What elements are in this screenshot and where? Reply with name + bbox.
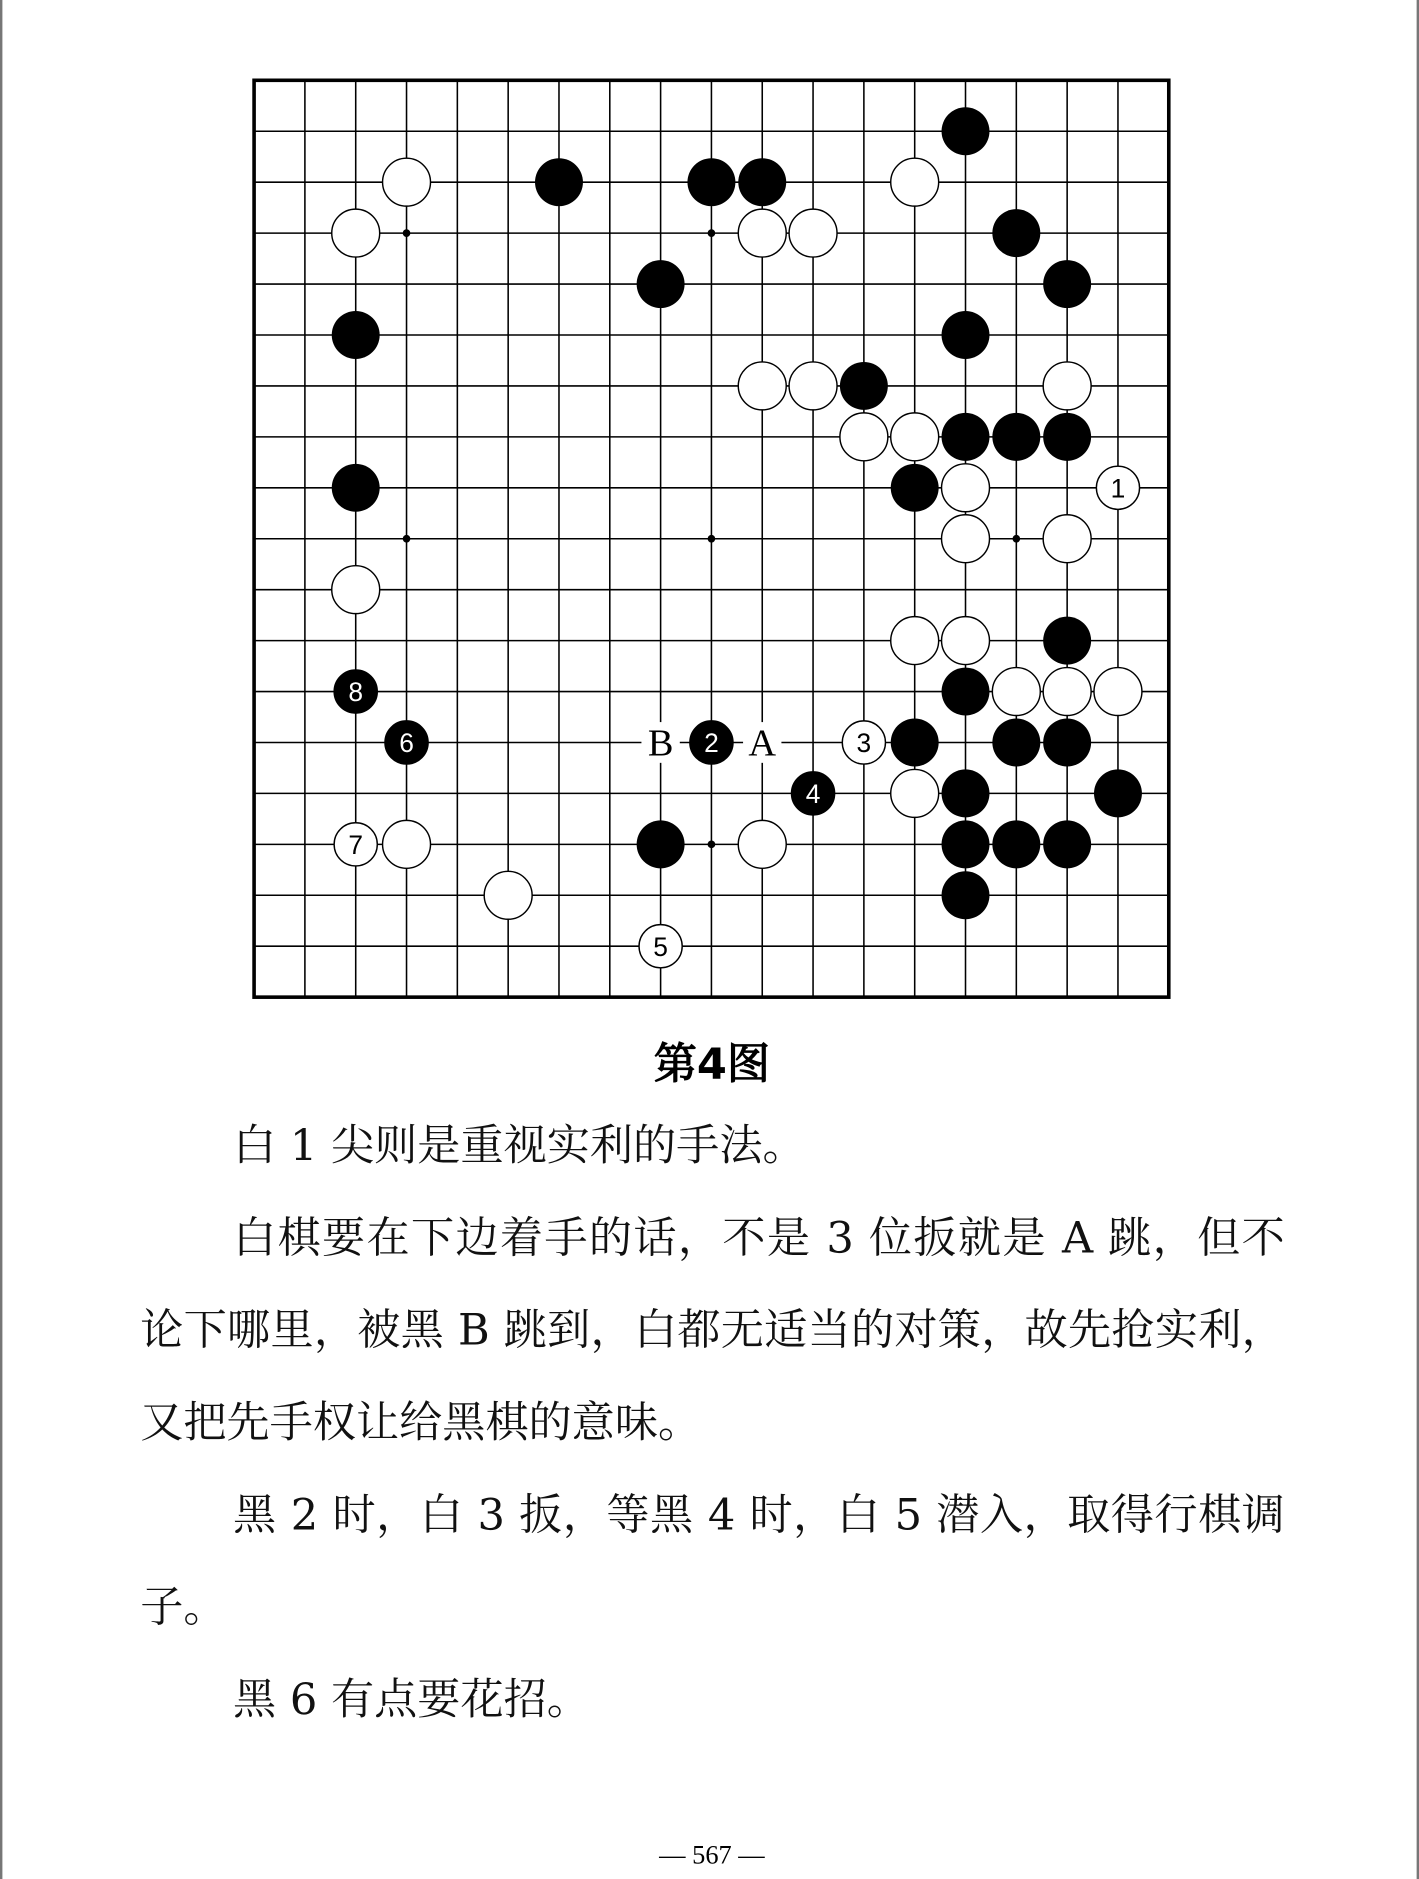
black-stone [332, 464, 380, 512]
move-number: 2 [704, 728, 719, 759]
white-stone [942, 464, 990, 512]
paragraph: 白棋要在下边着手的话，不是 3 位扳就是 A 跳，但不论下哪里，被黑 B 跳到，白都无适当的对策，故先抢实利，又把先手权让给黑棋的意味。 [140, 1214, 1285, 1448]
move-3-stone [842, 721, 885, 764]
paragraph: 白 1 尖则是重视实利的手法。 [232, 1121, 806, 1171]
move-number: 8 [348, 677, 364, 708]
white-stone [891, 413, 939, 461]
white-stone [891, 769, 939, 817]
black-stone [637, 820, 685, 868]
commentary-text [140, 1100, 1285, 1746]
star-point [403, 229, 411, 237]
black-stone [992, 413, 1040, 461]
star-point [1012, 535, 1020, 543]
white-stone [484, 871, 532, 919]
label-a: A [748, 722, 777, 765]
black-stone [942, 820, 990, 868]
white-stone [738, 209, 786, 257]
label-b: B [647, 722, 674, 765]
white-stone [992, 668, 1040, 716]
black-stone [738, 158, 786, 206]
white-stone [1043, 668, 1091, 716]
black-stone [942, 413, 990, 461]
black-stone [332, 311, 380, 359]
diagram-caption: 第4图 [653, 1040, 771, 1090]
white-stone [332, 209, 380, 257]
go-board-diagram [242, 68, 1182, 1010]
white-stone [891, 617, 939, 665]
white-stone [789, 209, 837, 257]
move-number: 1 [1110, 473, 1126, 504]
move-2-stone [690, 721, 733, 764]
white-stone [942, 617, 990, 665]
black-stone [891, 464, 939, 512]
paragraph: 黑 2 时，白 3 扳，等黑 4 时，白 5 潜入，取得行棋调子。 [140, 1490, 1285, 1633]
star-point [403, 535, 411, 543]
star-point [708, 229, 716, 237]
paragraph: 黑 6 有点要花招。 [232, 1675, 590, 1725]
white-stone [789, 362, 837, 410]
white-stone [891, 158, 939, 206]
black-stone [992, 719, 1040, 767]
black-stone [942, 107, 990, 155]
move-number: 6 [399, 728, 414, 759]
star-point [708, 841, 716, 849]
move-number: 4 [805, 778, 821, 809]
black-stone [1043, 260, 1091, 308]
black-stone [1043, 820, 1091, 868]
black-stone [891, 719, 939, 767]
black-stone [942, 769, 990, 817]
black-stone [535, 158, 583, 206]
move-number: 7 [348, 829, 364, 860]
white-stone [840, 413, 888, 461]
black-stone [992, 820, 1040, 868]
black-stone [942, 668, 990, 716]
white-stone [1043, 515, 1091, 563]
move-1-stone [1096, 466, 1139, 509]
move-7-stone [334, 823, 377, 866]
white-stone [738, 362, 786, 410]
black-stone [637, 260, 685, 308]
black-stone [1094, 769, 1142, 817]
page-number: — 567 — [659, 1839, 765, 1870]
white-stone [942, 515, 990, 563]
white-stone [332, 566, 380, 614]
white-stone [1043, 362, 1091, 410]
move-number: 5 [653, 931, 668, 962]
black-stone [840, 362, 888, 410]
black-stone [1043, 617, 1091, 665]
black-stone [1043, 719, 1091, 767]
black-stone [992, 209, 1040, 257]
black-stone [687, 158, 735, 206]
black-stone [942, 311, 990, 359]
white-stone [1094, 668, 1142, 716]
white-stone [383, 158, 431, 206]
move-8-stone [334, 670, 377, 713]
black-stone [1043, 413, 1091, 461]
white-stone [738, 820, 786, 868]
black-stone [942, 871, 990, 919]
move-5-stone [639, 925, 682, 968]
move-6-stone [385, 721, 428, 764]
move-number: 3 [856, 728, 872, 759]
white-stone [383, 820, 431, 868]
star-point [708, 535, 716, 543]
move-4-stone [791, 772, 834, 815]
